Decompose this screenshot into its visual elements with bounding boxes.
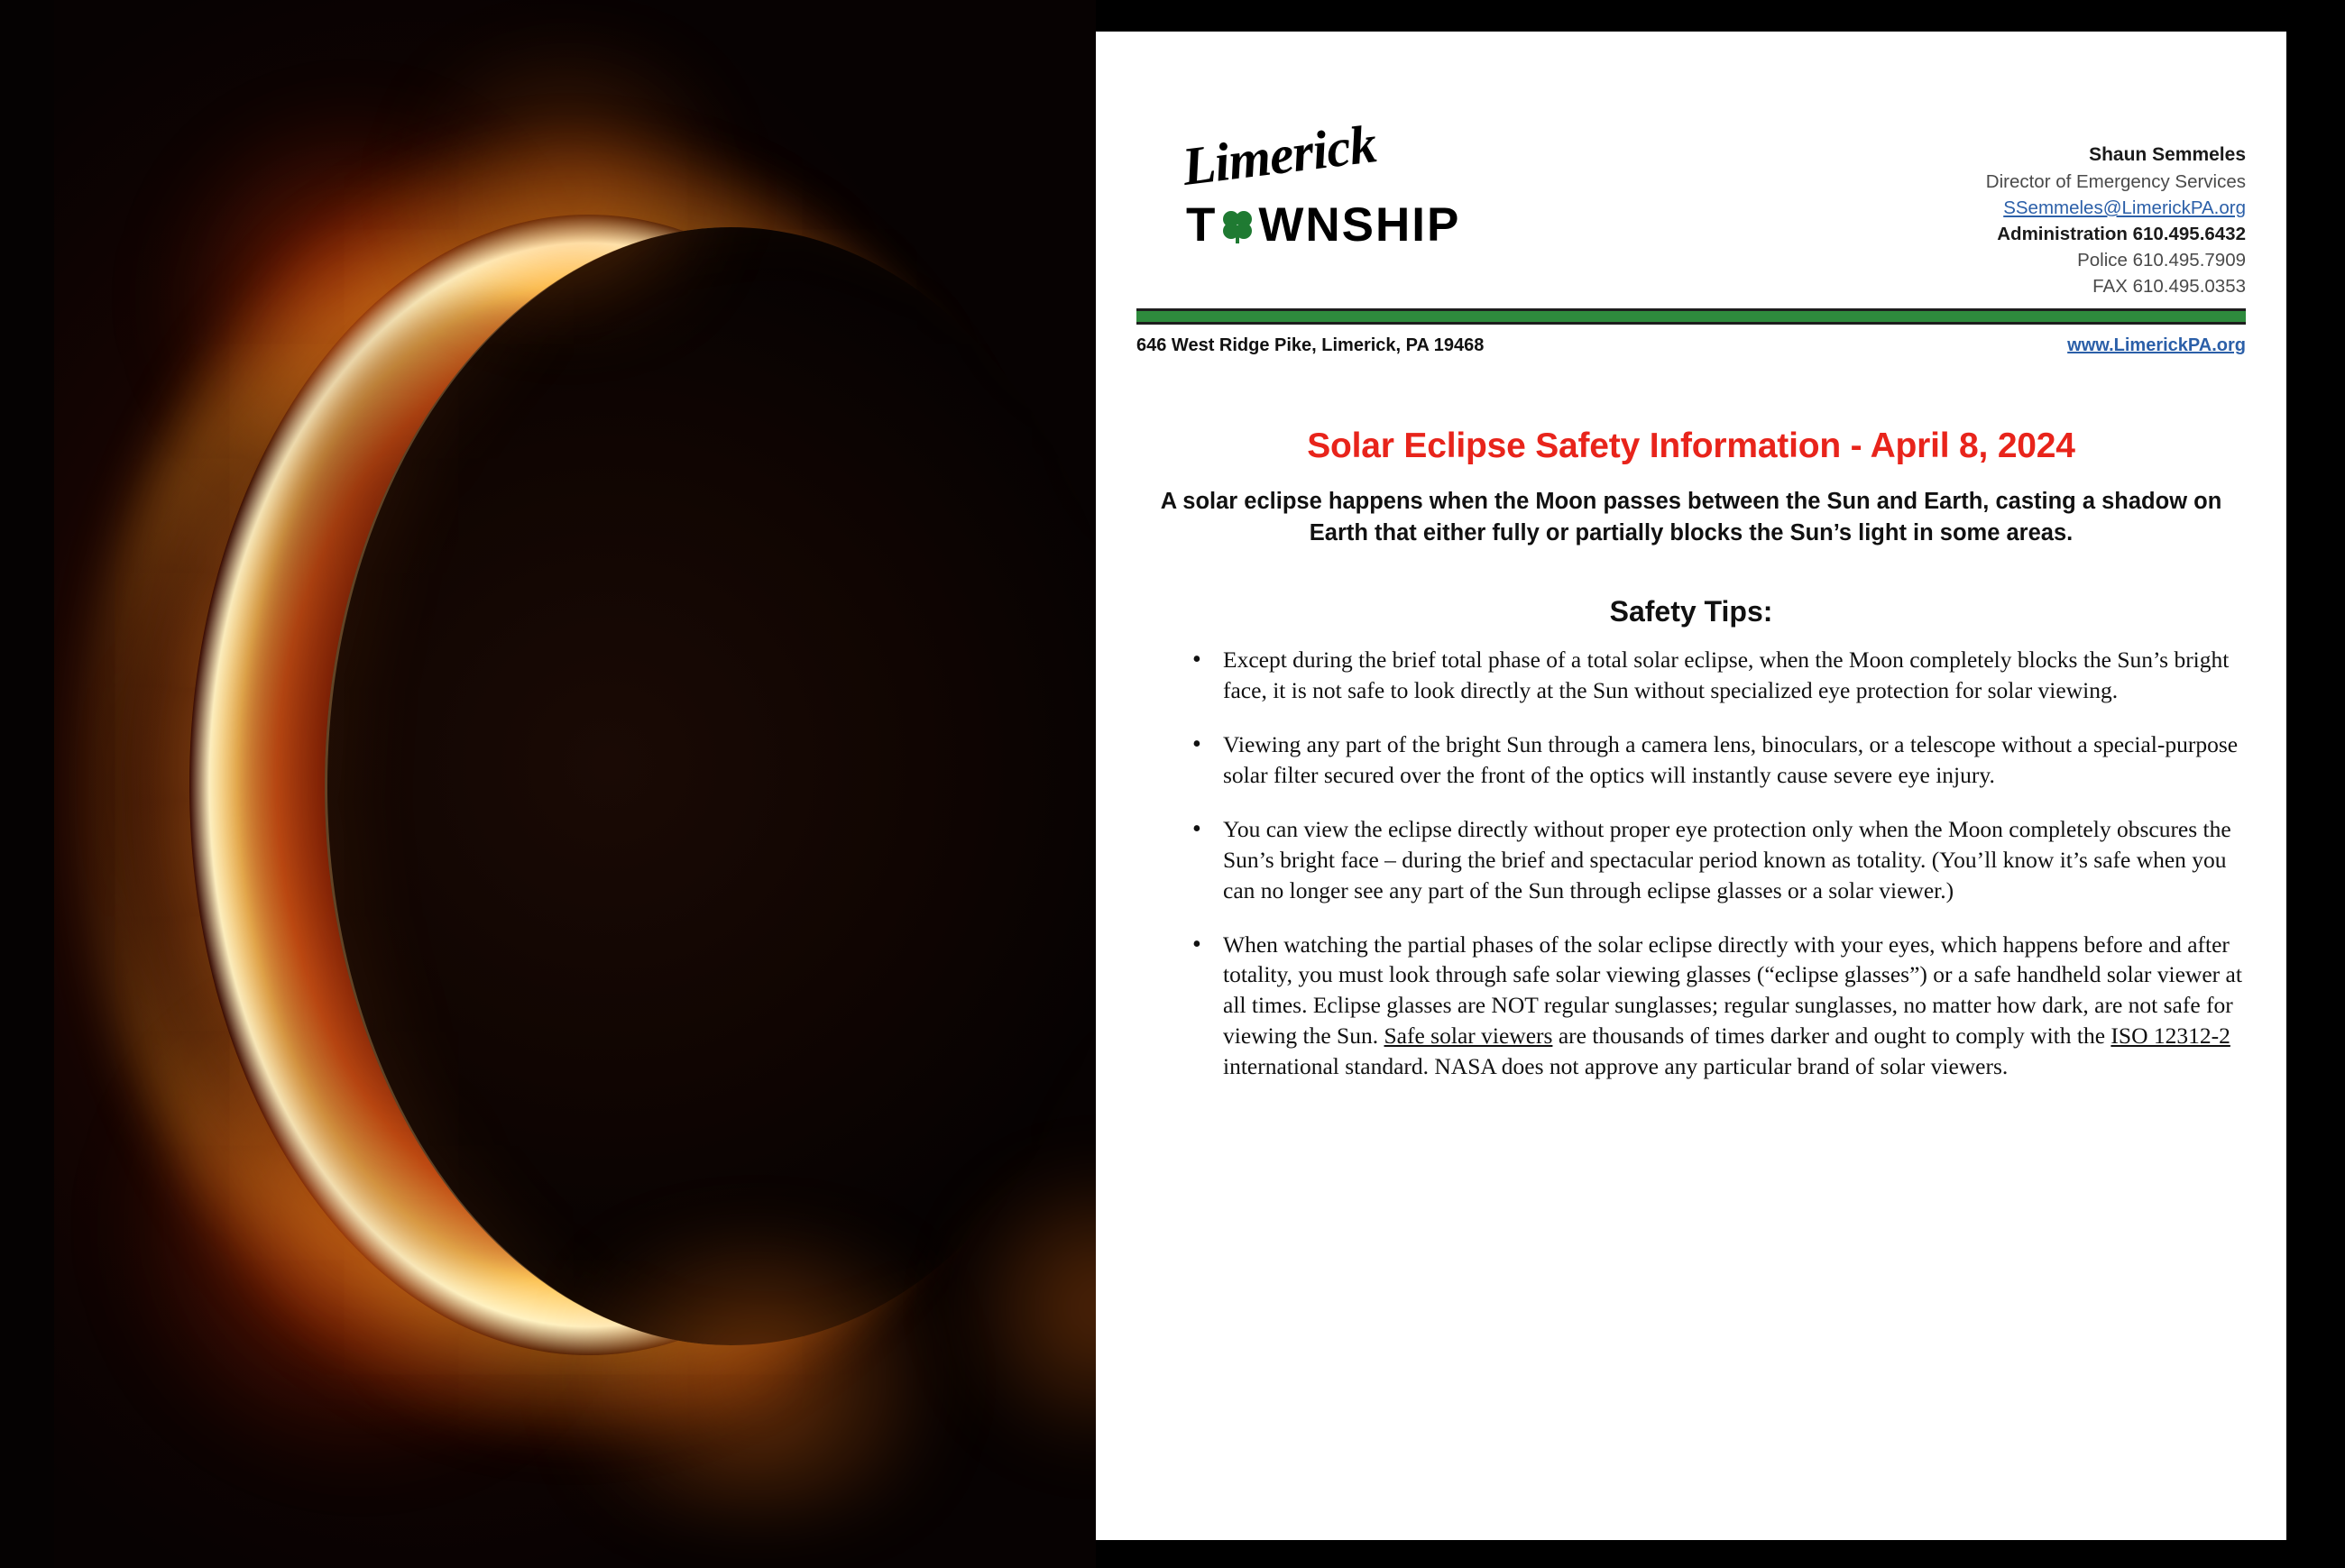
contact-block	[1986, 140, 2246, 299]
contact-name: Shaun Semmeles	[2089, 144, 2246, 165]
letterhead-divider	[1136, 308, 2246, 325]
tip4-part2: are thousands of times darker and ought to comply with the	[1552, 1022, 2111, 1050]
contact-police-phone: Police 610.495.7909	[2077, 250, 2246, 271]
contact-title: Director of Emergency Services	[1985, 170, 2246, 192]
logo-township-prefix: T	[1186, 198, 1218, 252]
safety-tips-heading: Safety Tips:	[1609, 595, 1773, 628]
safe-solar-viewers-link[interactable]: Safe solar viewers	[1384, 1022, 1553, 1050]
tip4-part1: When watching the partial phases of the solar eclipse directly with your eyes, which happens before and after totality, you must look through safe solar viewing glasses (“eclipse glasses”) or a safe handheld solar viewer at all times. Eclipse glasses are NOT regular sunglasses; regular sunglasses, no matter how dark, are not safe for viewing the Sun.	[1223, 931, 2242, 1050]
list-item: • Viewing any part of the bright Sun through a camera lens, binoculars, or a telescope without a special-purpose solar filter secured over the front of the optics will instantly cause severe eye injury.	[1192, 729, 2246, 791]
township-logo	[1136, 114, 1547, 252]
logo-limerick-text: Limerick	[1179, 114, 1380, 197]
page-title: Solar Eclipse Safety Information - April 8, 2024	[1307, 426, 2075, 466]
list-item	[1192, 930, 2246, 1083]
tip4-part3: international standard. NASA does not approve any particular brand of solar viewers.	[1223, 1053, 2009, 1080]
contact-administration-phone: Administration 610.495.6432	[1997, 224, 2246, 245]
iso-standard-link[interactable]: ISO 12312-2	[2110, 1022, 2230, 1050]
township-address: 646 West Ridge Pike, Limerick, PA 19468	[1136, 335, 1485, 356]
eclipse-photo	[54, 0, 1096, 1568]
logo-township-text	[1186, 198, 1547, 252]
township-website-link[interactable]: www.LimerickPA.org	[2067, 335, 2246, 356]
flyer-document	[1096, 32, 2286, 1540]
list-item: • Except during the brief total phase of a total solar eclipse, when the Moon completely blocks the Sun’s bright face, it is not safe to look directly at the Sun without specialized eye protection for solar viewing.	[1192, 645, 2246, 706]
logo-township-suffix: WNSHIP	[1258, 198, 1461, 252]
address-row	[1136, 325, 2246, 356]
clover-icon	[1218, 206, 1257, 245]
safety-tips-list	[1136, 645, 2246, 1082]
list-item: • You can view the eclipse directly without proper eye protection only when the Moon completely obscures the Sun’s bright face – during the brief and spectacular period known as totality. (You’ll know it’s safe when you can no longer see any part of the Sun through eclipse glasses or a solar viewer.)	[1192, 814, 2246, 906]
letterhead	[1136, 32, 2246, 299]
intro-paragraph: A solar eclipse happens when the Moon passes between the Sun and Earth, casting a shadow on Earth that either fully or partially blocks the Sun’s light in some areas.	[1160, 489, 2222, 546]
contact-fax: FAX 610.495.0353	[2092, 276, 2246, 298]
contact-email-link[interactable]: SSemmeles@LimerickPA.org	[2003, 197, 2246, 218]
eclipse-image-panel	[0, 0, 1096, 1568]
moon-limb	[325, 227, 1096, 1345]
